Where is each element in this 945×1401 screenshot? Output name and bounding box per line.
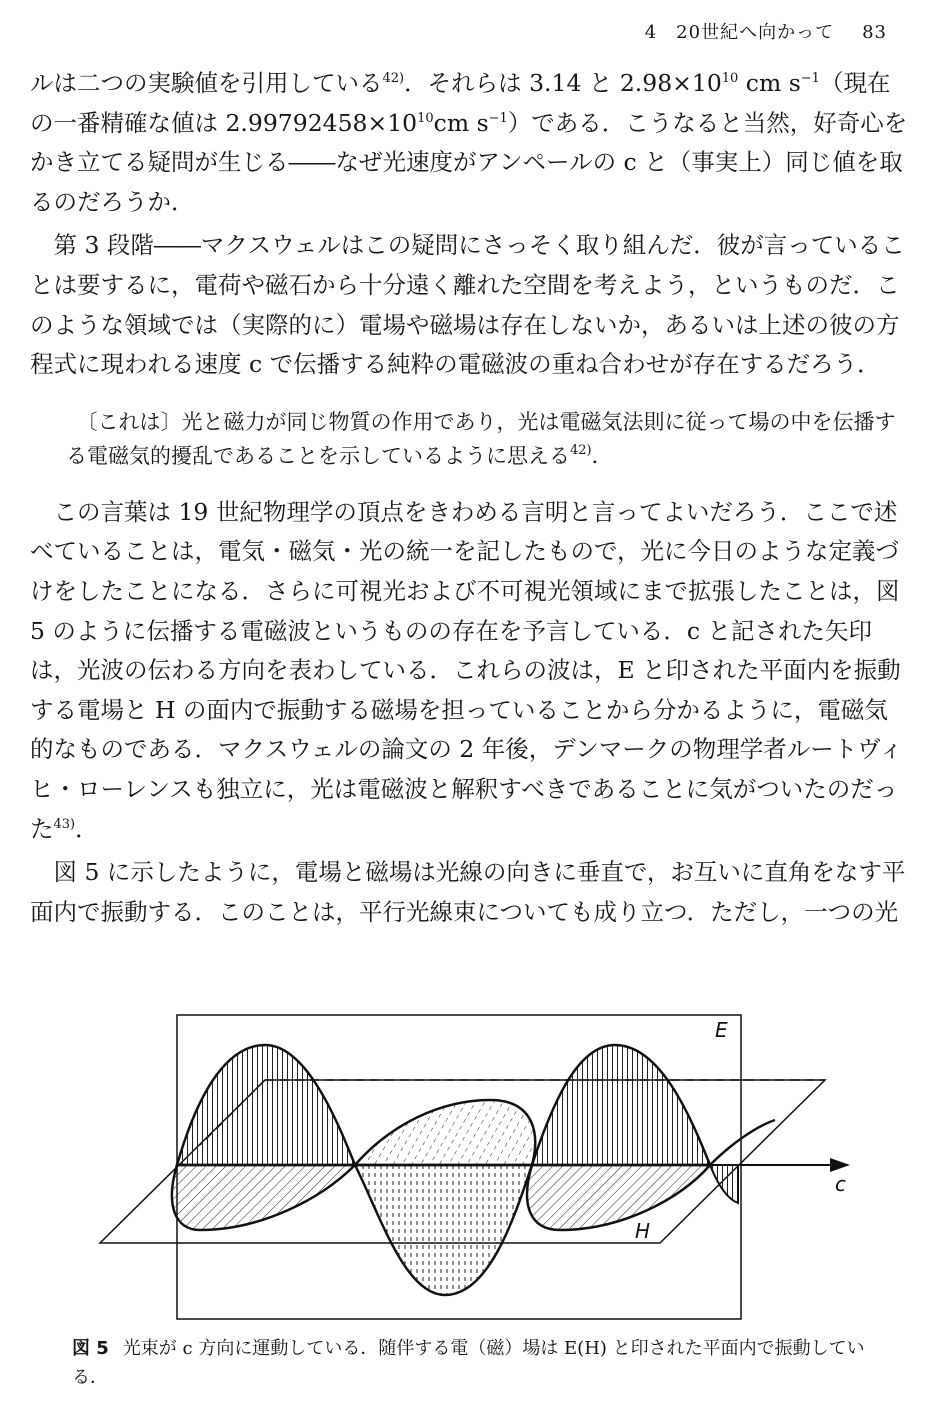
p3-end: ． [75, 814, 99, 843]
exponent-minus-1-b: −1 [488, 110, 508, 126]
quote-text: 〔これは〕光と磁力が同じ物質の作用であり，光は電磁気法則に従って場の中を伝播する電磁気的擾乱であることを示しているように思える [66, 409, 896, 468]
e-lobe-1 [177, 1045, 355, 1165]
caption-text: 光束が c 方向に運動している．随伴する電（磁）場は E(H) と印された平面内で振動している． [72, 1338, 865, 1388]
label-h: H [635, 1219, 651, 1243]
paragraph-2: 第 3 段階――マクスウェルはこの疑問にさっそく取り組んだ．彼が言っていることは要するに，電荷や磁石から十分遠く離れた空間を考えよう，というものだ．このような領域では（実際的に）電場や磁場は存在しないか，あるいは上述の彼の方程式に現われる速度 c で伝播する純粋の電磁波の重ね合わせが存在するだろう． [30, 231, 905, 379]
p1-text-6: ）である．こうなると当然，好奇心をかき立てる疑問が生じる――なぜ光速度がアンペールの c と（事実上）同じ値を取るのだろうか． [30, 108, 908, 216]
section-title: 4 20世紀へ向かって [644, 22, 835, 43]
e-lobe-3 [532, 1045, 710, 1165]
e-lobe-2 [355, 1165, 532, 1295]
p1-text-1: ルは二つの実験値を引用している [30, 69, 383, 97]
exponent-10-b: 10 [417, 110, 434, 126]
p1-text-3: cm s [738, 69, 801, 97]
caption-label: 図 5 [72, 1338, 109, 1359]
ref-43: 43) [53, 816, 76, 832]
e-lobe-4 [710, 1165, 738, 1203]
p1-text-5: cm s [433, 108, 489, 137]
h-lobe-1 [172, 1165, 355, 1230]
page-header [645, 18, 887, 44]
exponent-10: 10 [721, 71, 739, 86]
label-e: E [715, 1018, 728, 1042]
h-lobe-2 [355, 1100, 535, 1165]
paragraph-3 [30, 493, 910, 849]
figure-caption [72, 1334, 892, 1392]
quote-end: ． [591, 443, 613, 468]
paragraph-1 [30, 64, 910, 222]
label-c: c [835, 1172, 846, 1196]
page-number: 83 [862, 22, 887, 43]
em-wave-figure [60, 1005, 890, 1335]
h-lobe-4 [710, 1120, 775, 1165]
p1-text-4: （現在の一番精確な値は 2.99792458×10 [30, 69, 891, 137]
block-quote [30, 405, 910, 473]
p3-text: この言葉は 19 世紀物理学の頂点をきわめる言明と言ってよいだろう．ここで述べていることは，電気・磁気・光の統一を記したもので，光に今日のような定義づけをしたことになる．さらに可視光および不可視光領域にまで拡張したことは，図 5 のように伝播する電磁波というものの存在を予言している．c と記された矢印は，光波の伝わる方向を表わしている．これらの波は，E と印された平面内を振動する電場と H の面内で振動する磁場を担っていることから分かるように，電磁気的なものである．マクスウェルの論文の 2 年後，デンマークの物理学者ルートヴィヒ・ローレンスも独立に，光は電磁波と解釈すべきであることに気がついたのだった [30, 497, 903, 843]
paragraph-4: 図 5 に示したように，電場と磁場は光線の向きに垂直で，お互いに直角をなす平面内で振動する．このことは，平行光線束についても成り立つ．ただし，一つの光 [30, 858, 906, 926]
quote-ref: 42) [570, 442, 592, 458]
body-text [30, 64, 910, 932]
ref-42: 42) [382, 71, 405, 86]
exponent-minus-1: −1 [800, 71, 820, 86]
p1-text-2: ．それらは 3.14 と 2.98×10 [404, 69, 722, 97]
c-arrowhead-icon [830, 1158, 850, 1172]
